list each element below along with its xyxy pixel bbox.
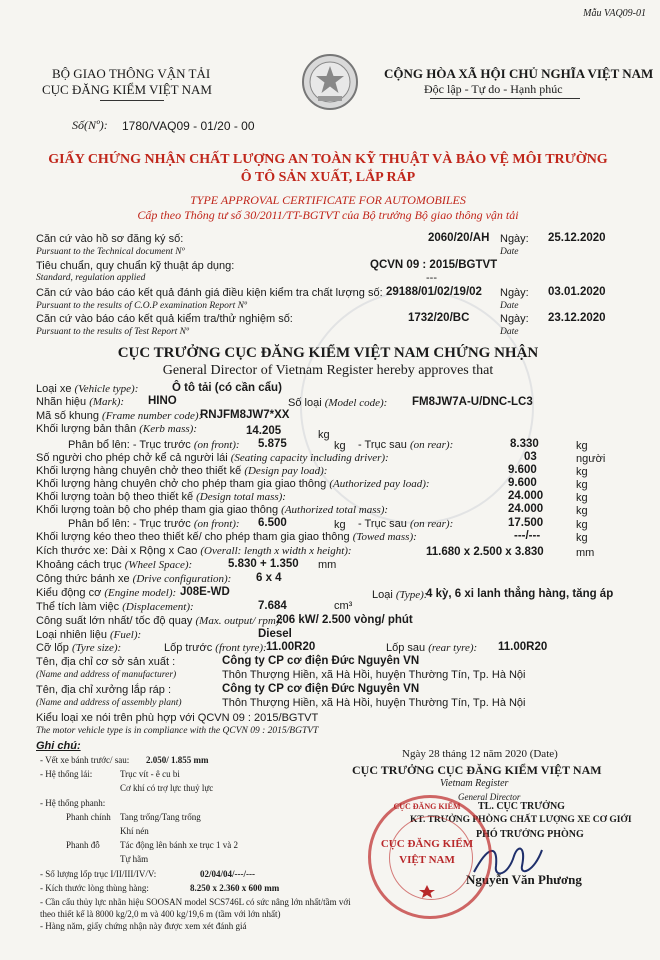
note-track-value: 2.050/ 1.855 mm: [146, 755, 209, 765]
kerb-dist-label: Phân bổ lên: - Trục trước (on front):: [68, 439, 240, 451]
note-crane-line1: - Cần cẩu thủy lực nhãn hiệu SOOSAN model SCS746L có sức nâng lớn nhất/tầm với: [40, 897, 351, 907]
basis-r1-sub-date: Date: [500, 247, 519, 257]
engine-type-label: Loại (Type):: [372, 589, 428, 601]
note-steering-value1: Trục vít - ê cu bi: [120, 769, 180, 779]
auth-payload-value: 9.600: [508, 477, 537, 489]
basis-r2-dash: ---: [426, 272, 437, 284]
basis-r1-value: 2060/20/AH: [428, 232, 490, 244]
national-emblem-icon: [300, 52, 360, 112]
note-main-brake-value1: Tang trống/Tang trống: [120, 812, 201, 822]
signature-on-behalf: TL. CỤC TRƯỞNG: [478, 801, 565, 812]
disp-label: Thể tích làm việc (Displacement):: [36, 601, 194, 613]
note-main-brake-value2: Khí nén: [120, 826, 149, 836]
total-unit: kg: [576, 492, 588, 504]
engine-label: Kiểu động cơ (Engine model):: [36, 587, 177, 599]
title-vn-line2: Ô TÔ SẢN XUẤT, LẮP RÁP: [240, 170, 416, 185]
kerb-front-value: 5.875: [258, 438, 287, 450]
kerb-front-unit: kg: [334, 440, 346, 452]
kerb-rear-unit: kg: [576, 440, 588, 452]
note-park-brake-label: Phanh đỗ: [66, 840, 100, 850]
kerb-rear-value: 8.330: [510, 438, 539, 450]
basis-r2-label: Tiêu chuẩn, quy chuẩn kỹ thuật áp dụng:: [36, 260, 235, 272]
kerb-unit: kg: [318, 429, 330, 441]
basis-r4-date-label: Ngày:: [500, 313, 529, 325]
tyre-front-label: Lốp trước (front tyre):: [164, 642, 267, 654]
wheel-unit: mm: [318, 559, 337, 571]
number-label: Số(Nº):: [72, 118, 108, 132]
notes-title: Ghi chú:: [36, 740, 81, 752]
dims-label: Kích thước xe: Dài x Rộng x Cao (Overall: length x width x height):: [36, 545, 352, 557]
auth-payload-unit: kg: [576, 479, 588, 491]
wheel-label: Khoảng cách trục (Wheel Space):: [36, 559, 193, 571]
basis-r3-value: 29188/01/02/19/02: [386, 286, 482, 298]
towed-label: Khối lượng kéo theo theo thiết kế/ cho phép tham gia giao thông (Towed mass):: [36, 531, 417, 543]
total-front-unit: kg: [334, 519, 346, 531]
total-value: 24.000: [508, 490, 544, 502]
drive-label: Công thức bánh xe (Drive configuration):: [36, 573, 232, 585]
disp-value: 7.684: [258, 600, 287, 612]
plant-sub: (Name and address of assembly plant): [36, 698, 182, 708]
kerb-rear-label: - Trục sau (on rear):: [358, 439, 454, 451]
signature-title: CỤC TRƯỞNG CỤC ĐĂNG KIỂM VIỆT NAM: [352, 763, 602, 777]
star-icon: [417, 884, 437, 898]
title-vn-line1: GIẤY CHỨNG NHẬN CHẤT LƯỢNG AN TOÀN KỸ THUẬT VÀ BẢO VỆ MÔI TRƯỜNG: [48, 152, 608, 167]
issued-by: Cấp theo Thông tư số 30/2011/TT-BGTVT của Bộ trưởng Bộ giao thông vận tải: [137, 208, 519, 222]
header-divider-left: [100, 100, 164, 101]
kerb-label: Khối lượng bản thân (Kerb mass):: [36, 423, 198, 435]
basis-r4-label: Căn cứ vào báo cáo kết quả kiểm tra/thử nghiệm số:: [36, 313, 293, 325]
signature-deputy: PHÓ TRƯỞNG PHÒNG: [476, 829, 584, 840]
seat-value: 03: [524, 451, 537, 463]
manufacturer-sub: (Name and address of manufacturer): [36, 670, 177, 680]
mark-label: Nhãn hiệu (Mark):: [36, 396, 125, 408]
auth-total-label: Khối lượng toàn bộ cho phép tham gia giao thông (Authorized total mass):: [36, 504, 389, 516]
note-steering-value2: Cơ khí có trợ lực thuỷ lực: [120, 783, 214, 793]
compliance-text: Kiểu loại xe nói trên phù hợp với QCVN 09 : 2015/BGTVT: [36, 712, 319, 724]
department-name: CỤC ĐĂNG KIỂM VIỆT NAM: [42, 82, 212, 97]
signature-general-director: General Director: [458, 792, 521, 802]
towed-value: ---/---: [514, 530, 541, 542]
stamp-center-line2: VIỆT NAM: [399, 854, 455, 866]
certificate-number: 1780/VAQ09 - 01/20 - 00: [122, 119, 255, 133]
tyre-rear-label: Lốp sau (rear tyre):: [386, 642, 478, 654]
signature-kt: KT. TRƯỞNG PHÒNG CHẤT LƯỢNG XE CƠ GIỚI: [410, 815, 632, 825]
header-divider-right: [430, 98, 580, 99]
dims-unit: mm: [576, 547, 595, 559]
tyre-front-value: 11.00R20: [266, 641, 316, 653]
towed-unit: kg: [576, 532, 588, 544]
model-value: FM8JW7A-U/DNC-LC3: [412, 396, 533, 408]
total-dist-label: Phân bổ lên: - Trục trước (on front):: [68, 518, 240, 530]
frame-value: RNJFM8JW7*XX: [200, 409, 290, 421]
title-en: TYPE APPROVAL CERTIFICATE FOR AUTOMOBILES: [190, 193, 466, 207]
basis-r3-sub: Pursuant to the results of C.O.P examination Report Nº: [36, 301, 247, 311]
note-main-brake-label: Phanh chính: [66, 812, 111, 822]
basis-r1-date: 25.12.2020: [548, 232, 606, 244]
note-track-label: - Vết xe bánh trước/ sau:: [40, 755, 130, 765]
model-label: Số loại (Model code):: [288, 397, 388, 409]
engine-value: J08E-WD: [180, 586, 230, 598]
compliance-sub: The motor vehicle type is in compliance with the QCVN 09 : 2015/BGTVT: [36, 726, 319, 736]
note-annual-review: - Hàng năm, giấy chứng nhận này được xem xét đánh giá: [40, 921, 247, 931]
official-stamp: [368, 795, 492, 919]
power-value: 206 kW/ 2.500 vòng/ phút: [276, 614, 413, 626]
basis-r4-date: 23.12.2020: [548, 312, 606, 324]
auth-total-value: 24.000: [508, 503, 544, 515]
vehicle-type-label: Loại xe (Vehicle type):: [36, 383, 139, 395]
signer-name: Nguyễn Văn Phương: [466, 872, 582, 887]
basis-r3-sub-date: Date: [500, 301, 519, 311]
fuel-value: Diesel: [258, 628, 292, 640]
auth-total-unit: kg: [576, 505, 588, 517]
note-steering-label: - Hệ thống lái:: [40, 769, 93, 779]
basis-r3-label: Căn cứ vào báo cáo kết quả đánh giá điều kiện kiểm tra chất lượng số:: [36, 287, 383, 299]
form-code: Mẫu VAQ09-01: [583, 8, 646, 19]
motto: Độc lập - Tự do - Hạnh phúc: [424, 82, 563, 96]
manufacturer-address: Thôn Thượng Hiền, xã Hà Hồi, huyện Thường Tín, Tp. Hà Nội: [222, 669, 526, 681]
payload-value: 9.600: [508, 464, 537, 476]
drive-value: 6 x 4: [256, 572, 282, 584]
power-label: Công suất lớn nhất/ tốc độ quay (Max. output/ rpm):: [36, 615, 284, 627]
manufacturer-name: Công ty CP cơ điện Đức Nguyên VN: [222, 655, 420, 667]
basis-r2-sub: Standard, regulation applied: [36, 273, 146, 283]
basis-r4-sub-date: Date: [500, 327, 519, 337]
stamp-ring-text: CỤC ĐĂNG KIỂM: [393, 802, 461, 811]
basis-r1-label: Căn cứ vào hồ sơ đăng ký số:: [36, 233, 184, 245]
plant-name: Công ty CP cơ điện Đức Nguyên VN: [222, 683, 420, 695]
auth-payload-label: Khối lượng hàng chuyên chở cho phép tham gia giao thông (Authorized pay load):: [36, 478, 430, 490]
basis-r4-sub: Pursuant to the results of Test Report Nº: [36, 327, 189, 337]
note-tyres-label: - Số lượng lốp trục I/II/III/IV/V:: [40, 869, 157, 879]
stamp-center-line1: CỤC ĐĂNG KIỂM: [380, 838, 474, 850]
plant-address: Thôn Thượng Hiền, xã Hà Hồi, huyện Thường Tín, Tp. Hà Nội: [222, 697, 526, 709]
signature-title-en: Vietnam Register: [440, 778, 509, 789]
kerb-value: 14.205: [246, 425, 282, 437]
tyre-label: Cỡ lốp (Tyre size):: [36, 642, 122, 654]
basis-r1-sub: Pursuant to the Technical document Nº: [36, 247, 185, 257]
total-label: Khối lượng toàn bộ theo thiết kế (Design total mass):: [36, 491, 286, 503]
total-rear-label: - Trục sau (on rear):: [358, 518, 454, 530]
basis-r4-value: 1732/20/BC: [408, 312, 470, 324]
mark-value: HINO: [148, 395, 177, 407]
note-cargo-label: - Kích thước lòng thùng hàng:: [40, 883, 149, 893]
engine-type-value: 4 kỳ, 6 xi lanh thẳng hàng, tăng áp: [426, 588, 614, 600]
note-tyres-value: 02/04/04/---/---: [200, 869, 255, 879]
ministry-name: BỘ GIAO THÔNG VẬN TẢI: [52, 66, 211, 81]
note-crane-line2: theo thiết kế là 8000 kg/2,0 m và 400 kg/19,6 m (tầm với lớn nhất): [40, 909, 281, 919]
frame-label: Mã số khung (Frame number code):: [36, 410, 203, 422]
plant-label: Tên, địa chỉ xưởng lắp ráp :: [36, 684, 172, 696]
disp-unit: cm³: [334, 600, 353, 612]
note-park-brake-value1: Tác động lên bánh xe trục 1 và 2: [120, 840, 238, 850]
signature-date: Ngày 28 tháng 12 năm 2020 (Date): [402, 748, 558, 760]
total-rear-unit: kg: [576, 519, 588, 531]
fuel-label: Loại nhiên liệu (Fuel):: [36, 629, 142, 641]
certify-heading: CỤC TRƯỞNG CỤC ĐĂNG KIỂM VIỆT NAM CHỨNG NHẬN: [117, 345, 539, 361]
republic-name: CỘNG HÒA XÃ HỘI CHỦ NGHĨA VIỆT NAM: [384, 66, 654, 81]
note-park-brake-value2: Tự hãm: [120, 854, 149, 864]
payload-label: Khối lượng hàng chuyên chở theo thiết kế (Design pay load):: [36, 465, 328, 477]
seat-unit: người: [576, 453, 606, 465]
vehicle-type-value: Ô tô tải (có cần cẩu): [172, 382, 282, 394]
note-brake-label: - Hệ thống phanh:: [40, 798, 106, 808]
seat-label: Số người cho phép chở kể cả người lái (Seating capacity including driver):: [36, 452, 389, 464]
basis-r1-date-label: Ngày:: [500, 233, 529, 245]
certify-subheading: General Director of Vietnam Register hereby approves that: [162, 363, 494, 378]
wheel-value: 5.830 + 1.350: [228, 558, 299, 570]
payload-unit: kg: [576, 466, 588, 478]
basis-r2-value: QCVN 09 : 2015/BGTVT: [370, 259, 498, 271]
note-cargo-value: 8.250 x 2.360 x 600 mm: [190, 883, 280, 893]
dims-value: 11.680 x 2.500 x 3.830: [426, 546, 544, 558]
tyre-rear-value: 11.00R20: [498, 641, 548, 653]
manufacturer-label: Tên, địa chỉ cơ sở sản xuất :: [36, 656, 176, 668]
basis-r3-date-label: Ngày:: [500, 287, 529, 299]
basis-r3-date: 03.01.2020: [548, 286, 606, 298]
total-front-value: 6.500: [258, 517, 287, 529]
total-rear-value: 17.500: [508, 517, 544, 529]
